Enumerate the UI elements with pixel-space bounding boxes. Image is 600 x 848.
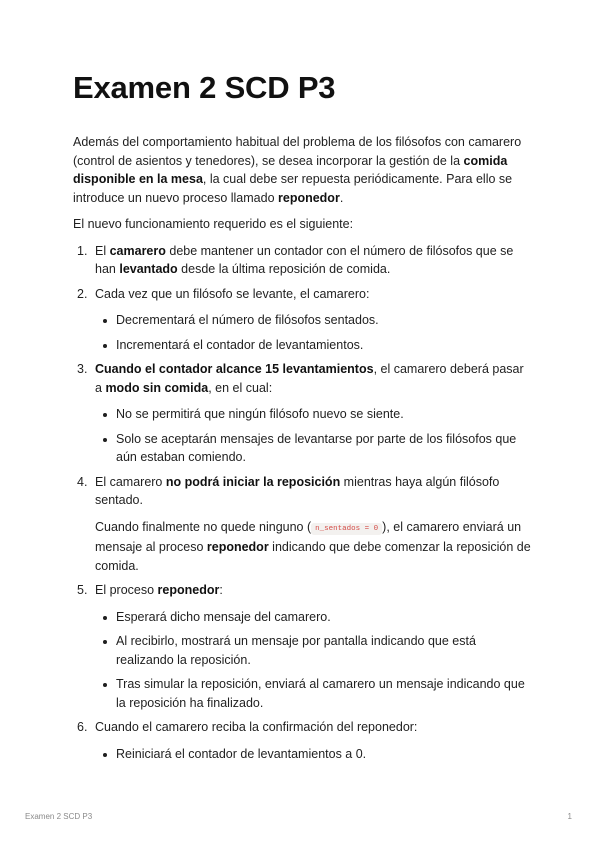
document-body — [73, 133, 531, 769]
text-run: , la cual debe ser repuesta periódicamente. Para ello se introduce un nuevo proceso llamado — [73, 172, 513, 205]
item-number: 4. — [77, 474, 88, 489]
numbered-list — [73, 242, 531, 764]
bullet-list — [95, 608, 531, 713]
text-run: El — [95, 243, 110, 258]
text-run: Reiniciará el contador de levantamientos a 0. — [116, 746, 367, 761]
bullet-list — [95, 311, 531, 354]
page-number: 1 — [567, 812, 572, 821]
bullet-item — [95, 430, 531, 467]
text-run: Cuando finalmente no quede ninguno ( — [95, 519, 312, 534]
bullet-dot-icon — [103, 753, 107, 757]
text-run: desde la última reposición de comida. — [177, 262, 391, 276]
text-run: El camarero — [95, 474, 166, 489]
text-run: Además del comportamiento habitual del problema de los filósofos con camarero (control de asientos y tenedores), se desea incorporar la gestión de la — [73, 135, 522, 168]
bullet-dot-icon — [103, 683, 107, 687]
inline-code: n_sentados = 0 — [311, 523, 382, 535]
item-number: 2. — [77, 286, 88, 301]
text-run: Incrementará el contador de levantamientos. — [116, 337, 364, 352]
item-number: 6. — [77, 720, 88, 734]
bullet-dot-icon — [103, 319, 107, 323]
text-run: Esperará dicho mensaje del camarero. — [116, 609, 331, 624]
bold-text: reponedor — [206, 540, 269, 554]
list-item-1 — [73, 242, 531, 279]
bullet-item — [95, 675, 531, 712]
sub-paragraph — [95, 518, 531, 576]
text-run: : — [219, 583, 223, 597]
list-item-5 — [73, 581, 531, 712]
bullet-item — [95, 608, 531, 627]
item-number: 3. — [77, 362, 88, 376]
bullet-dot-icon — [103, 344, 107, 348]
intro-paragraph — [73, 133, 531, 207]
list-item-6 — [73, 718, 531, 763]
text-run: El proceso — [95, 583, 158, 597]
text-run: Tras simular la reposición, enviará al camarero un mensaje indicando que la reposición ha finalizado. — [116, 677, 525, 710]
text-run: mientras haya algún filósofo sentado. — [95, 474, 500, 507]
item-number: 5. — [77, 583, 88, 597]
text-run: . — [339, 190, 344, 205]
bullet-dot-icon — [103, 438, 107, 442]
list-item-2 — [73, 285, 531, 355]
bullet-item — [95, 311, 531, 330]
bullet-dot-icon — [103, 616, 107, 620]
bullet-dot-icon — [103, 640, 107, 644]
text-run: , en el cual: — [208, 380, 273, 395]
intro-lead: El nuevo funcionamiento requerido es el siguiente: — [73, 217, 354, 231]
bold-text: comida disponible en la mesa — [73, 153, 508, 186]
bold-text: no podrá iniciar la reposición — [165, 474, 341, 489]
bullet-list — [95, 405, 531, 467]
text-run: Decrementará el número de filósofos sentados. — [116, 313, 379, 327]
footer-title: Examen 2 SCD P3 — [25, 812, 93, 821]
text-run: indicando que debe comenzar la reposición de comida. — [95, 540, 531, 573]
bullet-item — [95, 405, 531, 424]
bold-text: Cuando el contador alcance 15 levantamientos — [95, 362, 374, 376]
bold-text: reponedor — [157, 583, 220, 597]
bold-text: camarero — [109, 243, 166, 258]
text-run: Cuando el camarero reciba la confirmación del reponedor: — [95, 720, 418, 734]
bold-text: reponedor — [278, 190, 340, 205]
bullet-list — [95, 745, 531, 764]
bullet-dot-icon — [103, 413, 107, 417]
list-item-4 — [73, 473, 531, 576]
bold-text: levantado — [119, 262, 178, 276]
text-run: , el camarero deberá pasar a — [95, 362, 524, 395]
text-run: Al recibirlo, mostrará un mensaje por pantalla indicando que está realizando la reposición. — [116, 634, 476, 667]
text-run: Solo se aceptarán mensajes de levantarse por parte de los filósofos que aún estaban comiendo. — [116, 431, 517, 464]
text-run: No se permitirá que ningún filósofo nuevo se siente. — [116, 407, 404, 421]
list-item-3 — [73, 360, 531, 467]
text-run: debe mantener un contador con el número de filósofos que se han — [95, 243, 514, 276]
bullet-item — [95, 745, 531, 764]
bullet-item — [95, 632, 531, 669]
text-run: Cada vez que un filósofo se levante, el camarero: — [95, 286, 370, 301]
bold-text: modo sin comida — [105, 380, 209, 395]
page-title: Examen 2 SCD P3 — [73, 70, 336, 105]
text-run: ), el camarero enviará un mensaje al proceso — [95, 519, 522, 554]
bullet-item — [95, 336, 531, 355]
item-number: 1. — [77, 243, 88, 258]
